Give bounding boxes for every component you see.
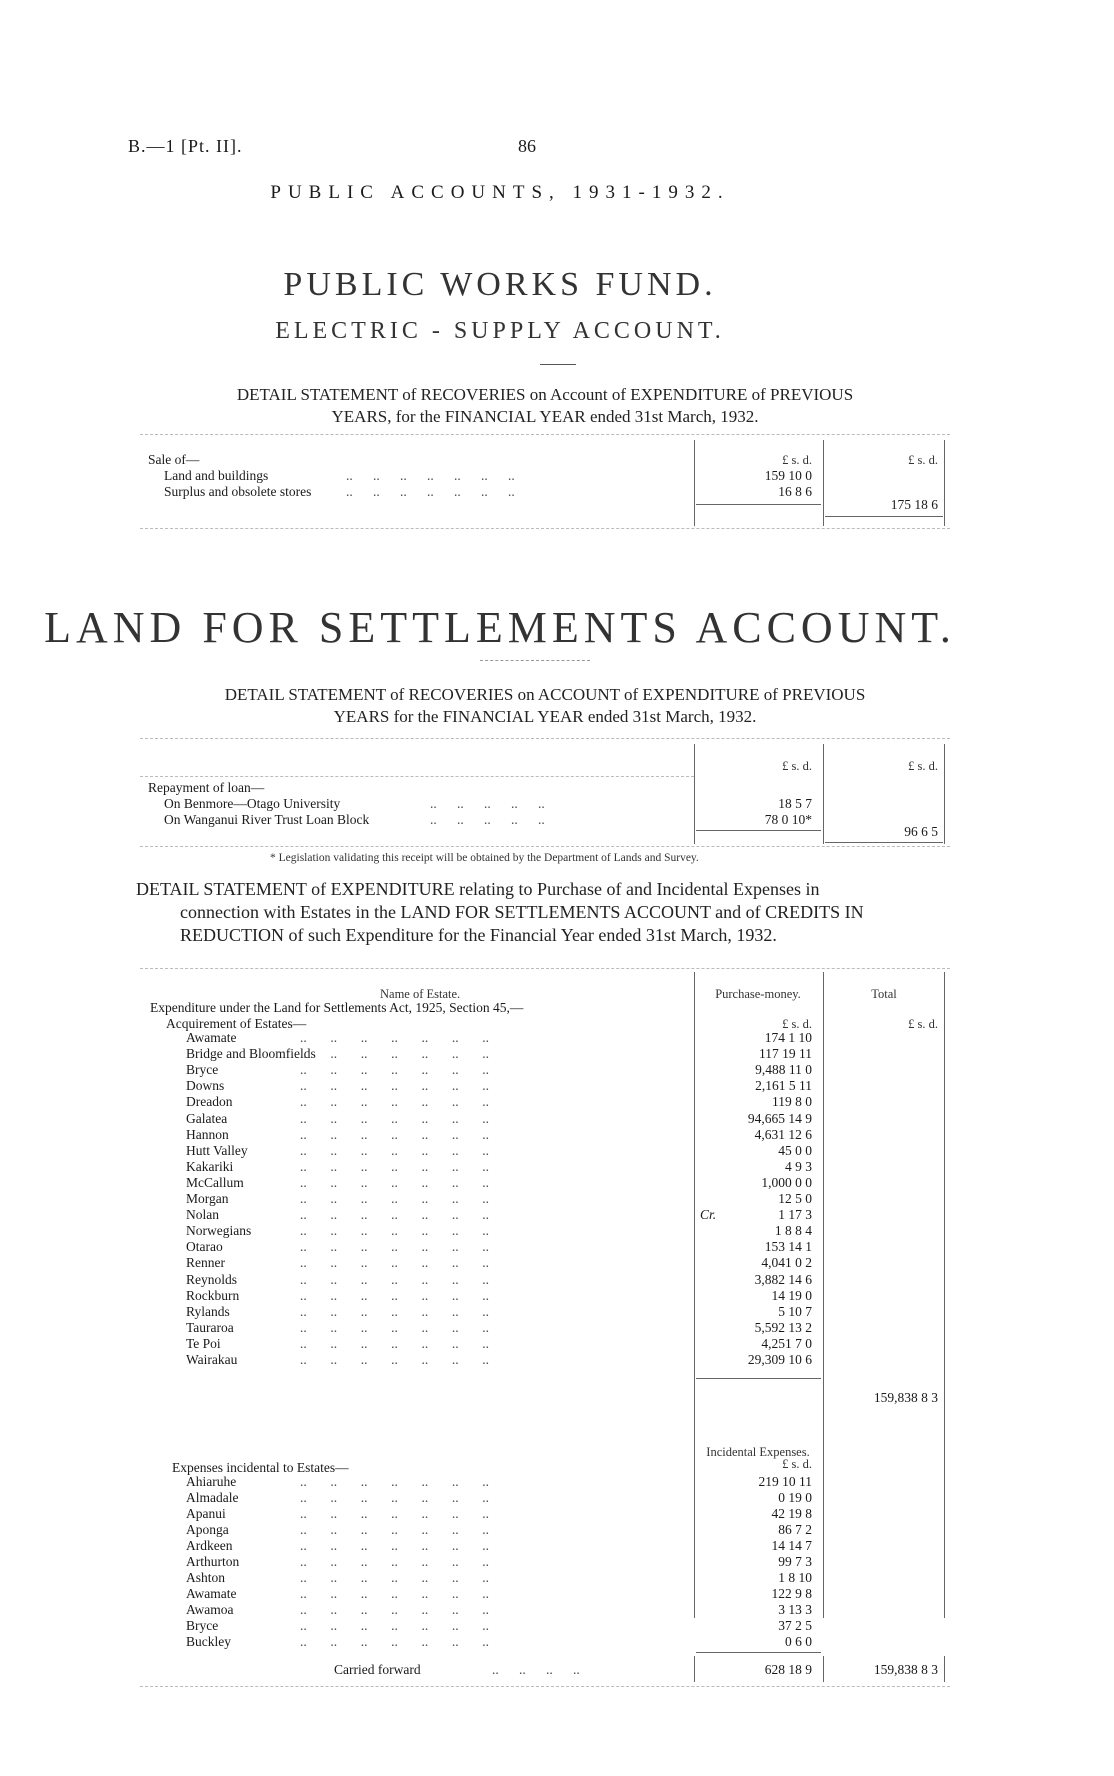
estate-row-name: Downs <box>186 1078 225 1094</box>
pwf-total: 175 18 6 <box>890 497 938 512</box>
incidental-row-name: Ahiaruhe <box>186 1474 237 1489</box>
total-col-head: £ s. d. <box>908 1017 938 1031</box>
incidental-row-amount: 219 10 11 <box>758 1474 812 1489</box>
document-reference: B.—1 [Pt. II]. <box>128 136 243 156</box>
incidental-row-name: Bryce <box>186 1618 219 1633</box>
incidental-row-name: Buckley <box>186 1634 231 1649</box>
estate-row-amount: 4 9 3 <box>785 1158 812 1174</box>
estate-row-amount: 1 8 8 4 <box>774 1223 812 1239</box>
incidental-row-amount: 3 13 3 <box>778 1602 812 1617</box>
estate-row-name: Nolan <box>186 1207 219 1223</box>
lfs-col-head-total: £ s. d. <box>908 759 938 773</box>
estate-row-name: McCallum <box>186 1174 244 1190</box>
lfs-footnote: * Legislation validating this receipt will be obtained by the Department of Lands and Survey. <box>270 852 699 864</box>
incidental-money-head: £ s. d. <box>782 1457 812 1471</box>
estate-row-amount: 9,488 11 0 <box>755 1062 812 1078</box>
estate-row-amount: 4,251 7 0 <box>761 1335 812 1351</box>
expenditure-head-line: Expenditure under the Land for Settlements Act, 1925, Section 45,— <box>150 1000 524 1015</box>
estate-row-amount: 4,041 0 2 <box>761 1255 812 1271</box>
estate-row-amount: 153 14 1 <box>764 1239 812 1255</box>
fund-title: PUBLIC WORKS FUND. <box>283 266 717 303</box>
incidental-row-amount: 86 7 2 <box>778 1522 812 1537</box>
estate-row-amount: 29,309 10 6 <box>747 1352 812 1367</box>
incidental-row-amount: 0 19 0 <box>778 1490 812 1505</box>
incidental-row-amount: 122 9 8 <box>771 1586 812 1601</box>
estate-row-name: Bryce <box>186 1062 219 1078</box>
page-number: 86 <box>518 136 536 156</box>
incidental-row-name: Aponga <box>186 1522 229 1537</box>
pwf-statement-heading: DETAIL STATEMENT of RECOVERIES on Account of EXPENDITURE of PREVIOUS YEARS, for the FINANCIAL YEAR ended 31st March, 1932. <box>236 385 854 426</box>
estate-row-name: Otarao <box>186 1239 223 1255</box>
estate-row-name: Dreadon <box>186 1094 233 1110</box>
incidental-row-amount: 14 14 7 <box>771 1538 812 1553</box>
estate-row-name: Hutt Valley <box>186 1142 248 1158</box>
estate-row-name: Awamate <box>186 1030 237 1045</box>
col-purchase-money: Purchase-money. <box>715 987 801 1001</box>
lfs-title: LAND FOR SETTLEMENTS ACCOUNT. <box>44 603 956 652</box>
expenditure-statement-heading: DETAIL STATEMENT of EXPENDITURE relating to Purchase of and Incidental Expenses in connection with Estates in the LAND FOR SETTLEMENTS ACCOUNT and of CREDITS IN REDUCTION of such Expenditure for the Financial Year ended 31st March, 1932. <box>136 879 864 945</box>
incidental-row-name: Apanui <box>186 1506 226 1521</box>
estate-row-name: Kakariki <box>186 1158 234 1174</box>
estate-row-name: Norwegians <box>186 1223 252 1239</box>
estate-row-name: Renner <box>186 1255 225 1271</box>
estate-row-name: Te Poi <box>186 1335 221 1351</box>
estate-row-amount: 5 10 7 <box>778 1303 812 1319</box>
lfs-group-label: Repayment of loan— <box>148 780 265 795</box>
estate-row-amount: 94,665 14 9 <box>747 1110 812 1126</box>
incidental-row-amount: 1 8 10 <box>778 1570 812 1585</box>
incidental-row-amount: 42 19 8 <box>771 1506 812 1521</box>
estate-row-name: Morgan <box>186 1191 229 1206</box>
lfs-statement-heading: DETAIL STATEMENT of RECOVERIES on ACCOUNT of EXPENDITURE of PREVIOUS YEARS for the FINANCIAL YEAR ended 31st March, 1932. <box>224 685 866 726</box>
incidental-col-head: Incidental Expenses. <box>706 1445 810 1459</box>
lfs-total: 96 6 5 <box>904 824 938 839</box>
estate-row-name: Bridge and Bloomfields <box>186 1046 316 1062</box>
estate-row-amount: 14 19 0 <box>771 1287 812 1303</box>
money-col-head: £ s. d. <box>782 1017 812 1031</box>
estate-row-amount: 2,161 5 11 <box>755 1078 812 1094</box>
estate-row-amount: 12 5 0 <box>778 1191 812 1206</box>
account-subtitle: ELECTRIC - SUPPLY ACCOUNT. <box>275 318 725 344</box>
estate-row-amount: 117 19 11 <box>759 1046 812 1062</box>
pwf-col-head: £ s. d. <box>782 453 812 467</box>
estate-row-amount: 174 1 10 <box>764 1030 812 1045</box>
estate-row-name: Rylands <box>186 1303 230 1319</box>
estate-row-amount: 1 17 3 <box>778 1207 812 1223</box>
estate-row-amount: 45 0 0 <box>778 1142 812 1158</box>
incidental-label: Expenses incidental to Estates— <box>172 1460 349 1475</box>
incidental-row-name: Ashton <box>186 1570 226 1585</box>
running-title: PUBLIC ACCOUNTS, 1931-1932. <box>270 182 730 203</box>
lfs-col-head: £ s. d. <box>782 759 812 773</box>
incidental-row-amount: 0 6 0 <box>785 1634 812 1649</box>
incidental-row-name: Almadale <box>186 1490 239 1505</box>
lfs-rule <box>480 660 590 661</box>
incidental-row-name: Ardkeen <box>186 1538 233 1553</box>
incidental-row-name: Arthurton <box>186 1554 240 1569</box>
estate-row-amount: 4,631 12 6 <box>754 1126 812 1142</box>
incidental-row-name: Awamate <box>186 1586 237 1601</box>
title-rule <box>540 364 576 365</box>
estate-row-name: Reynolds <box>186 1271 238 1287</box>
estate-row-name: Rockburn <box>186 1287 240 1303</box>
estate-row-name: Hannon <box>186 1126 229 1142</box>
col-total: Total <box>871 987 897 1001</box>
estate-row-amount: 5,592 13 2 <box>754 1319 812 1335</box>
estate-row-name: Wairakau <box>186 1352 238 1367</box>
acquirement-sub-head: Acquirement of Estates— <box>166 1016 307 1031</box>
estate-row-amount: 119 8 0 <box>772 1094 812 1110</box>
pwf-col-head-total: £ s. d. <box>908 453 938 467</box>
incidental-row-amount: 99 7 3 <box>778 1554 812 1569</box>
estate-row-amount: 1,000 0 0 <box>761 1174 812 1190</box>
incidental-row-name: Awamoa <box>186 1602 234 1617</box>
col-name-of-estate: Name of Estate. <box>380 987 461 1001</box>
incidental-row-amount: 37 2 5 <box>778 1618 812 1633</box>
pwf-group-label: Sale of— <box>148 452 200 467</box>
estate-row-name: Galatea <box>186 1110 228 1126</box>
estate-row-amount: 3,882 14 6 <box>754 1271 812 1287</box>
estates-total: 159,838 8 3 <box>873 1390 938 1405</box>
estate-row-name: Tauraroa <box>186 1319 234 1335</box>
credit-marker: Cr. <box>700 1207 717 1223</box>
